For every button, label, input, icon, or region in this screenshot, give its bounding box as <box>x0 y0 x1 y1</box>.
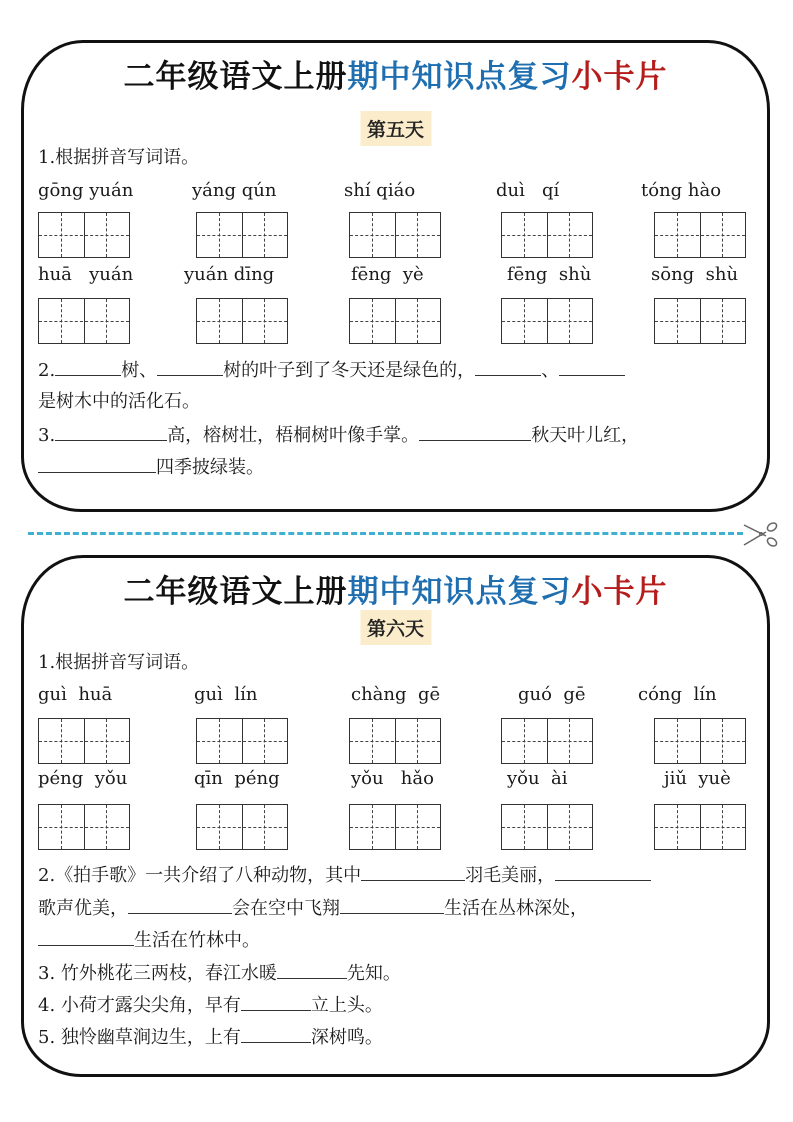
writing-box[interactable] <box>501 718 593 764</box>
question-1-label: 1.根据拼音写词语。 <box>38 147 200 168</box>
question-2-line-2: 是树木中的活化石。 <box>38 391 200 412</box>
writing-grid-row-2 <box>24 298 767 346</box>
writing-box[interactable] <box>349 212 441 258</box>
review-card-day6 <box>21 555 770 1077</box>
pinyin: yáng qún <box>192 180 277 201</box>
answer-blank[interactable] <box>55 422 167 441</box>
question-2: 2. 树、 树的叶子到了冬天还是绿色的， 、 <box>38 356 753 386</box>
day-badge: 第六天 <box>360 610 431 645</box>
writing-box[interactable] <box>501 298 593 344</box>
writing-box[interactable] <box>501 804 593 850</box>
pinyin: yǒu hǎo <box>351 768 434 789</box>
answer-blank[interactable] <box>559 357 625 376</box>
pinyin: guì lín <box>194 684 258 705</box>
pinyin-row-1 <box>24 684 767 714</box>
pinyin: jiǔ yuè <box>664 768 731 789</box>
answer-blank[interactable] <box>128 895 232 914</box>
card-title: 二年级语文上册期中知识点复习小卡片 <box>123 574 668 610</box>
writing-grid-row-1 <box>24 718 767 766</box>
question-3: 3. 高，榕树壮，梧桐树叶像手掌。 秋天叶儿红， <box>38 421 753 451</box>
writing-box[interactable] <box>654 718 746 764</box>
answer-blank[interactable] <box>241 992 311 1011</box>
pinyin: yǒu ài <box>507 768 568 789</box>
answer-blank[interactable] <box>361 862 465 881</box>
pinyin: fēng shù <box>507 264 592 285</box>
question-2-line-2: 歌声优美， 会在空中飞翔 生活在丛林深处， <box>38 894 753 924</box>
pinyin-row-2 <box>24 768 767 798</box>
writing-box[interactable] <box>38 212 130 258</box>
pinyin: gōng yuán <box>38 180 134 201</box>
writing-box[interactable] <box>654 212 746 258</box>
writing-box[interactable] <box>349 804 441 850</box>
card-title: 二年级语文上册期中知识点复习小卡片 <box>123 59 668 95</box>
cut-line <box>28 532 743 535</box>
pinyin: guì huā <box>38 684 113 705</box>
pinyin: yuán dīng <box>184 264 275 285</box>
question-5: 5. 独怜幽草涧边生，上有 深树鸣。 <box>38 1023 753 1053</box>
pinyin: péng yǒu <box>38 768 128 789</box>
writing-grid-row-2 <box>24 804 767 852</box>
writing-box[interactable] <box>349 298 441 344</box>
question-4: 4. 小荷才露尖尖角，早有 立上头。 <box>38 991 753 1021</box>
answer-blank[interactable] <box>277 960 347 979</box>
answer-blank[interactable] <box>340 895 444 914</box>
writing-box[interactable] <box>196 212 288 258</box>
pinyin: duì qí <box>496 180 560 201</box>
day-badge: 第五天 <box>360 111 431 146</box>
writing-box[interactable] <box>501 212 593 258</box>
writing-box[interactable] <box>196 298 288 344</box>
writing-box[interactable] <box>654 804 746 850</box>
writing-box[interactable] <box>196 804 288 850</box>
answer-blank[interactable] <box>157 357 223 376</box>
answer-blank[interactable] <box>475 357 541 376</box>
question-1-label: 1.根据拼音写词语。 <box>38 652 200 673</box>
pinyin: qīn péng <box>194 768 280 789</box>
pinyin: tóng hào <box>641 180 722 201</box>
answer-blank[interactable] <box>241 1024 311 1043</box>
writing-box[interactable] <box>196 718 288 764</box>
answer-blank[interactable] <box>419 422 531 441</box>
pinyin: shí qiáo <box>344 180 416 201</box>
review-card-day5 <box>21 40 770 512</box>
answer-blank[interactable] <box>55 357 121 376</box>
answer-blank[interactable] <box>555 862 651 881</box>
pinyin: guó gē <box>518 684 586 705</box>
question-2: 2.《拍手歌》一共介绍了八种动物，其中 羽毛美丽， <box>38 861 753 891</box>
writing-box[interactable] <box>654 298 746 344</box>
answer-blank[interactable] <box>38 927 134 946</box>
pinyin-row-1 <box>24 180 767 210</box>
writing-box[interactable] <box>38 804 130 850</box>
writing-box[interactable] <box>38 298 130 344</box>
question-3: 3. 竹外桃花三两枝，春江水暖 先知。 <box>38 959 753 989</box>
scissors-icon <box>742 519 782 549</box>
question-2-line-3: 生活在竹林中。 <box>38 926 753 956</box>
writing-grid-row-1 <box>24 212 767 260</box>
answer-blank[interactable] <box>38 454 156 473</box>
writing-box[interactable] <box>38 718 130 764</box>
pinyin: huā yuán <box>38 264 134 285</box>
pinyin: cóng lín <box>638 684 717 705</box>
pinyin: sōng shù <box>651 264 739 285</box>
question-3-line-2: 四季披绿装。 <box>38 453 753 483</box>
pinyin: fēng yè <box>351 264 424 285</box>
pinyin-row-2 <box>24 264 767 294</box>
pinyin: chàng gē <box>351 684 441 705</box>
writing-box[interactable] <box>349 718 441 764</box>
